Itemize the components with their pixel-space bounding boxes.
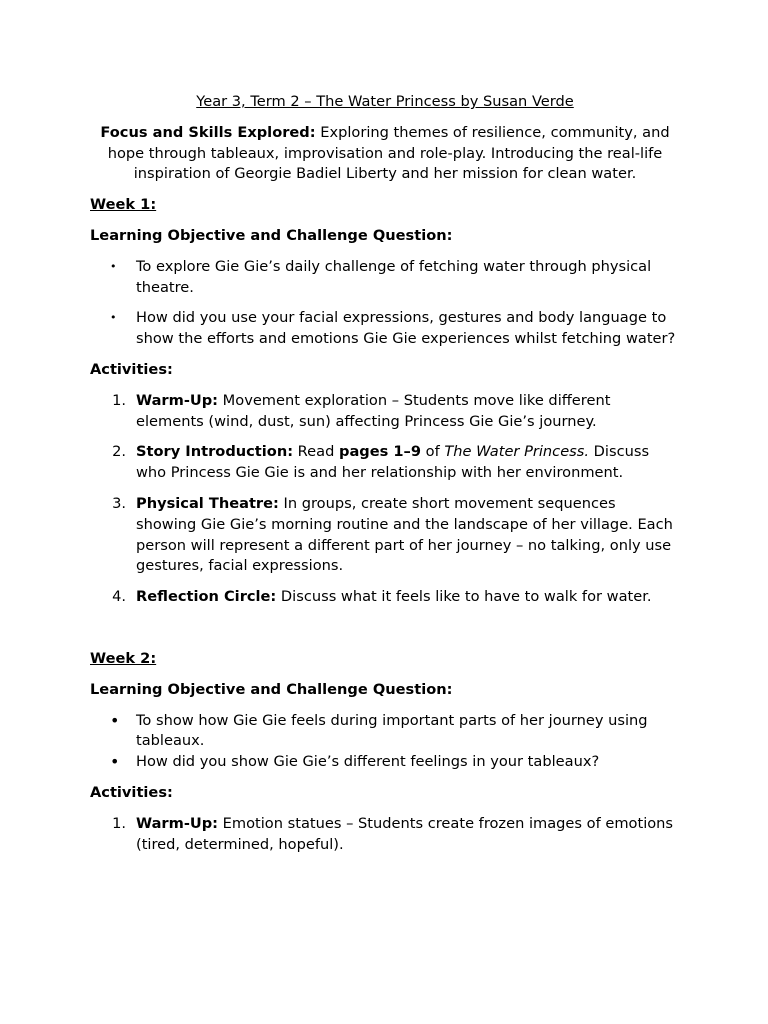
list-number: 1. (112, 814, 126, 832)
list-number: 1. (112, 391, 126, 409)
focus-label: Focus and Skills Explored: (100, 123, 316, 141)
list-item: 1. Warm-Up: Emotion statues – Students create frozen images of emotions (tired, determined, hopeful). (90, 814, 680, 856)
week2-activities-list (90, 814, 680, 856)
week1-heading: Week 1: (90, 196, 157, 214)
week2-activities-heading: Activities: (90, 783, 173, 801)
document-body (90, 92, 680, 865)
focus-text: Exploring themes of resilience, community, and hope through tableaux, improvisation and role-play. Introducing the real-life inspiration of Georgie Badiel Liberty and her mission for clean water. (107, 123, 670, 183)
week1-activities-heading: Activities: (90, 360, 173, 378)
list-item: 1. Warm-Up: Movement exploration – Students move like different elements (wind, dust, sun) affecting Princess Gie Gie’s journey. (90, 391, 680, 433)
week2-objectives-list (90, 711, 680, 773)
bullet-marker: • (110, 752, 120, 772)
list-item: • To explore Gie Gie’s daily challenge of fetching water through physical theatre. (110, 257, 652, 296)
list-item: • How did you use your facial expressions, gestures and body language to show the efforts and emotions Gie Gie experiences whilst fetching water? (110, 309, 676, 348)
list-item: • How did you show Gie Gie’s different feelings in your tableaux? (110, 752, 600, 772)
list-number: 2. (112, 443, 126, 461)
focus-paragraph (90, 123, 680, 185)
document-title: Year 3, Term 2 – The Water Princess by Susan Verde (196, 93, 574, 110)
week2-heading: Week 2: (90, 649, 157, 667)
week1-objective-heading: Learning Objective and Challenge Question: (90, 226, 453, 244)
list-number: 3. (112, 494, 126, 512)
section-spacer (90, 618, 680, 649)
list-item: 2. Story Introduction: Read pages 1–9 of The Water Princess. Discuss who Princess Gie Gie is and her relationship with her environment. (90, 442, 680, 484)
week1-activities-list (90, 391, 680, 608)
list-item: • To show how Gie Gie feels during important parts of her journey using tableaux. (110, 710, 648, 750)
week2-objective-heading: Learning Objective and Challenge Question: (90, 680, 453, 698)
list-item: 4. Reflection Circle: Discuss what it feels like to have to walk for water. (90, 587, 680, 608)
list-item: 3. Physical Theatre: In groups, create short movement sequences showing Gie Gie’s morning routine and the landscape of her village. Each person will represent a different part of her journey – no talking, only use gestures, facial expressions. (90, 494, 680, 577)
bullet-marker: • (110, 311, 117, 325)
bullet-marker: • (110, 710, 120, 730)
bullet-marker: • (110, 259, 117, 273)
list-number: 4. (112, 588, 126, 606)
week1-objectives-list (90, 257, 680, 350)
